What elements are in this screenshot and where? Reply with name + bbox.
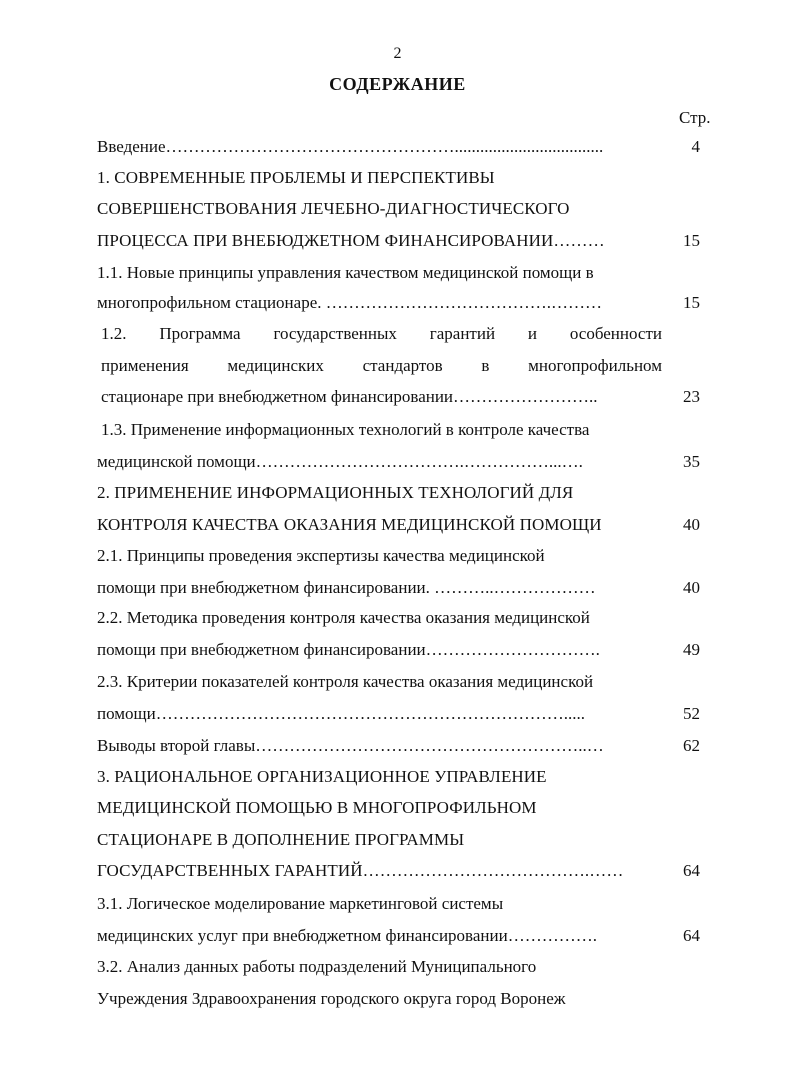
toc-page-number: 52: [683, 704, 700, 723]
toc-entry-text: СТАЦИОНАРЕ В ДОПОЛНЕНИЕ ПРОГРАММЫ: [97, 830, 465, 849]
page-title: СОДЕРЖАНИЕ: [329, 74, 466, 94]
toc-page-number: 23: [683, 387, 700, 406]
toc-entry-text: многопрофильном стационаре. ………………………………….………: [97, 293, 602, 312]
toc-entry-text: помощи при внебюджетном финансировании. ………..………………: [97, 578, 596, 597]
toc-entry-text: помощи при внебюджетном финансировании………………………….: [97, 640, 600, 659]
toc-page-number: 4: [691, 137, 700, 156]
toc-entry-text: 3.1. Логическое моделирование маркетинговой системы: [97, 894, 504, 913]
toc-entry-text: СОВЕРШЕНСТВОВАНИЯ ЛЕЧЕБНО-ДИАГНОСТИЧЕСКОГО: [97, 199, 570, 218]
toc-entry-text: ПРОЦЕССА ПРИ ВНЕБЮДЖЕТНОМ ФИНАНСИРОВАНИИ………: [97, 231, 605, 250]
toc-page-number: 64: [683, 861, 700, 880]
toc-page-number: 40: [683, 515, 700, 534]
toc-entry-text: 2. ПРИМЕНЕНИЕ ИНФОРМАЦИОННЫХ ТЕХНОЛОГИЙ ДЛЯ: [97, 483, 574, 502]
page-column-header: Стр.: [679, 108, 711, 127]
toc-entry-text: 1.1. Новые принципы управления качеством медицинской помощи в: [97, 263, 594, 282]
toc-page-number: 35: [683, 452, 700, 471]
toc-entry-text: ГОСУДАРСТВЕННЫХ ГАРАНТИЙ………………………………….……: [97, 861, 624, 880]
toc-entry-text: стационаре при внебюджетном финансировании……………………..: [101, 387, 598, 406]
toc-entry-text: 1.2. Программа государственных гарантий и особенности: [101, 324, 662, 343]
toc-entry-text: 3.2. Анализ данных работы подразделений Муниципального: [97, 957, 537, 976]
toc-entry-text: 1.3. Применение информационных технологий в контроле качества: [101, 420, 590, 439]
toc-page-number: 15: [683, 231, 700, 250]
toc-entry-text: Введение……………………………………………...................................: [97, 137, 604, 156]
toc-page-number: 15: [683, 293, 700, 312]
toc-entry-text: 3. РАЦИОНАЛЬНОЕ ОРГАНИЗАЦИОННОЕ УПРАВЛЕНИЕ: [97, 767, 547, 786]
toc-entry-text: МЕДИЦИНСКОЙ ПОМОЩЬЮ В МНОГОПРОФИЛЬНОМ: [97, 798, 537, 817]
toc-entry-text: применения медицинских стандартов в многопрофильном: [101, 356, 662, 375]
toc-entry-text: 1. СОВРЕМЕННЫЕ ПРОБЛЕМЫ И ПЕРСПЕКТИВЫ: [97, 168, 495, 187]
toc-entry-text: медицинских услуг при внебюджетном финансировании…………….: [97, 926, 597, 945]
toc-entry-text: медицинской помощи……………………………….……………...….: [97, 452, 583, 471]
toc-page-number: 49: [683, 640, 700, 659]
toc-page-number: 40: [683, 578, 700, 597]
toc-entry-text: 2.2. Методика проведения контроля качества оказания медицинской: [97, 608, 590, 627]
toc-page-number: 62: [683, 736, 700, 755]
toc-entry-text: Учреждения Здравоохранения городского округа город Воронеж: [97, 989, 566, 1008]
toc-page-number: 64: [683, 926, 700, 945]
toc-entry-text: Выводы второй главы…………………………………………………..…: [97, 736, 604, 755]
toc-entry-text: 2.1. Принципы проведения экспертизы качества медицинской: [97, 546, 545, 565]
toc-entry-text: 2.3. Критерии показателей контроля качества оказания медицинской: [97, 672, 594, 691]
page-number: 2: [393, 45, 402, 62]
toc-entry-text: помощи……………………………………………………………….....: [97, 704, 585, 723]
toc-entry-text: КОНТРОЛЯ КАЧЕСТВА ОКАЗАНИЯ МЕДИЦИНСКОЙ ПОМОЩИ: [97, 515, 602, 534]
